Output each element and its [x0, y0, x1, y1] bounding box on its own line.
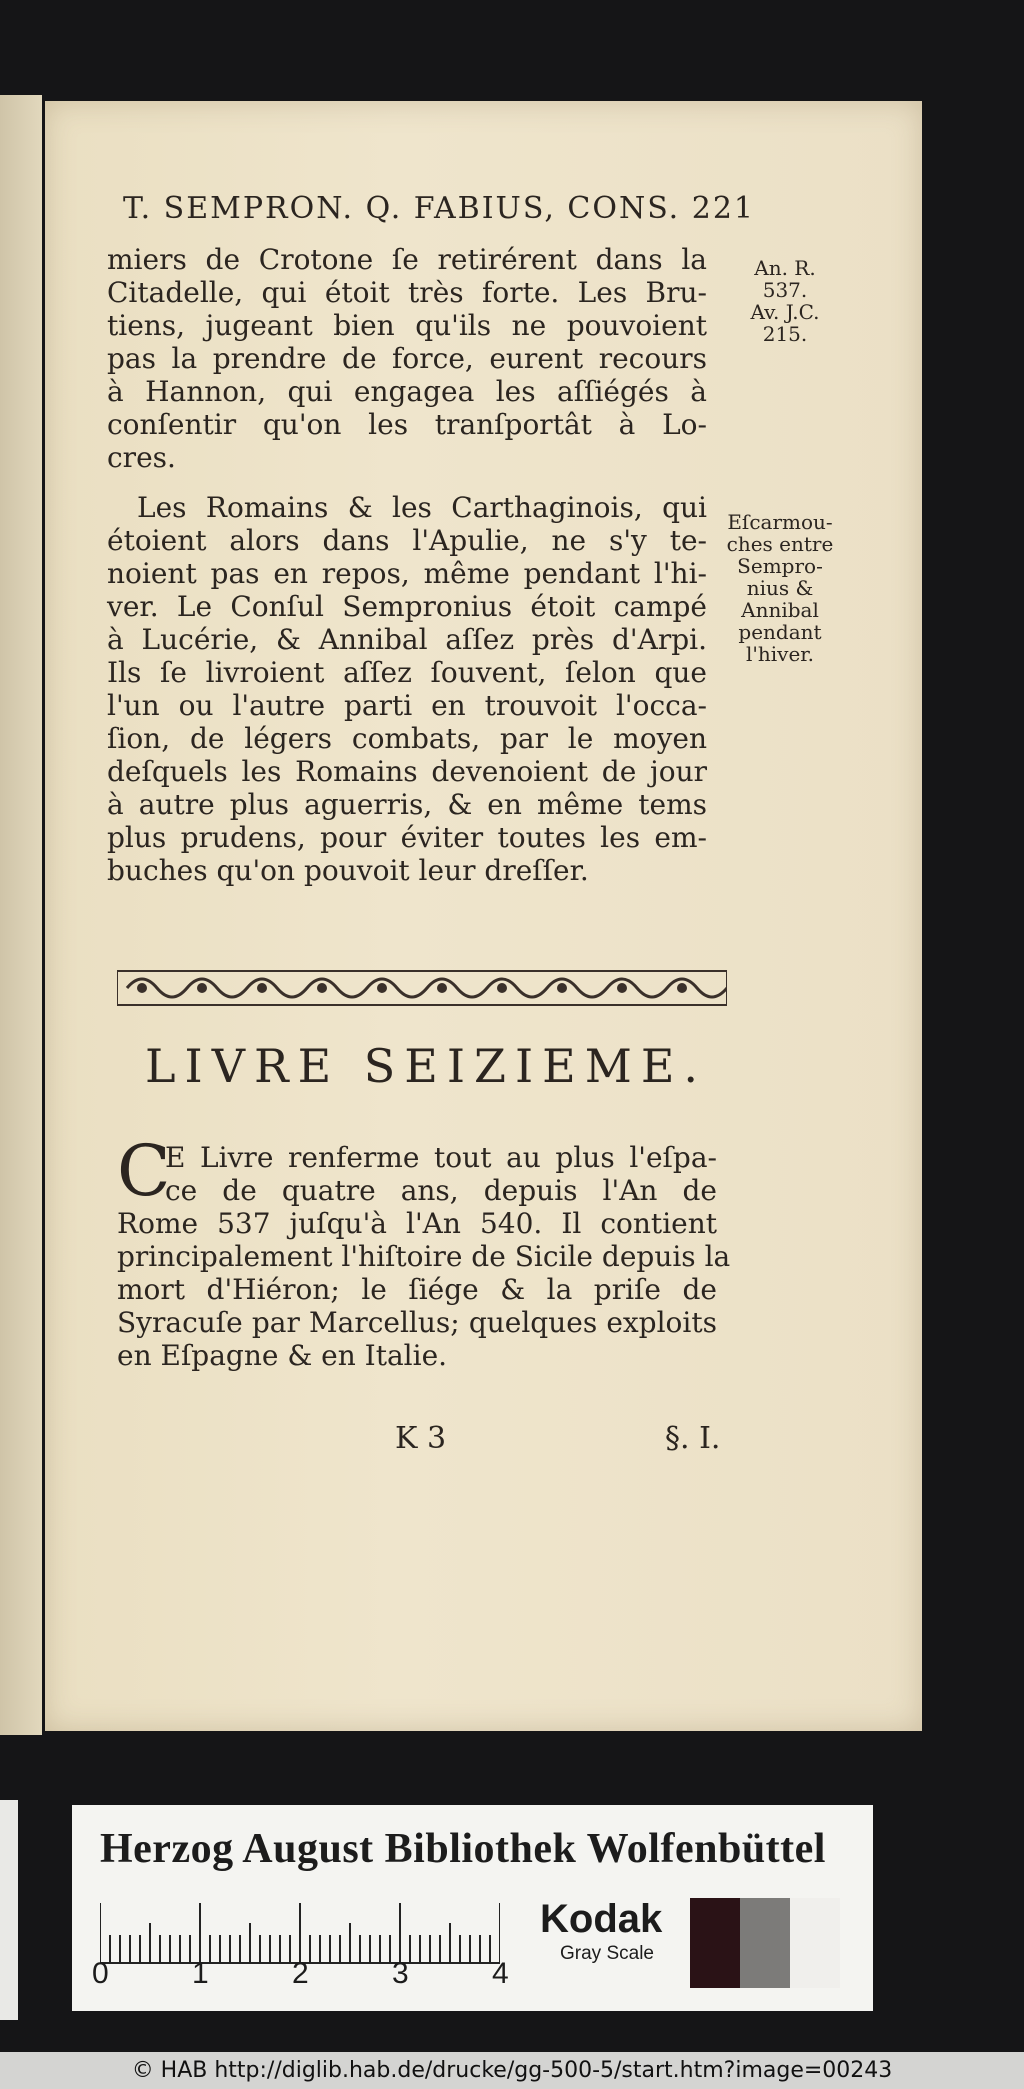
text-line: à Lucérie, & Annibal aſſez près d'Arpi.: [107, 623, 707, 656]
margin-line: nius &: [746, 576, 814, 600]
source-url-footer: © HAB http://diglib.hab.de/drucke/gg-500-5/start.htm?image=00243: [0, 2052, 1024, 2089]
text-line: Les Romains & les Carthaginois, qui: [137, 491, 707, 524]
margin-line: 537.: [762, 278, 808, 302]
scale-number: 2: [292, 1957, 309, 1990]
catchword: §. I.: [665, 1421, 721, 1456]
margin-note-year: [730, 257, 840, 345]
text-line: pas la prendre de force, eurent recours: [107, 342, 707, 375]
text-line: à Hannon, qui engagea les aſſiégés à: [107, 375, 707, 408]
gray-patch-mid: [740, 1898, 790, 1988]
text-line: buches qu'on pouvoit leur dreſſer.: [107, 854, 589, 887]
margin-line: Sempro-: [737, 554, 823, 578]
text-line: ce de quatre ans, depuis l'An de: [165, 1174, 717, 1207]
text-line: l'un ou l'autre parti en trouvoit l'occa-: [107, 689, 707, 722]
margin-line: Eſcarmou-: [727, 510, 833, 534]
text-line: ver. Le Conſul Sempronius étoit campé: [107, 590, 707, 623]
text-line: plus prudens, pour éviter toutes les em-: [107, 821, 707, 854]
text-line: Ils ſe livroient aſſez ſouvent, ſelon que: [107, 656, 707, 689]
text-line: cres.: [107, 441, 176, 474]
text-line: tiens, jugeant bien qu'ils ne pouvoient: [107, 309, 707, 342]
text-line: ſion, de légers combats, par le moyen: [107, 722, 707, 755]
text-line: à autre plus aguerris, & en même tems: [107, 788, 707, 821]
ornament-band: [117, 963, 727, 1013]
signature-mark: K 3: [395, 1421, 447, 1456]
text-line: Rome 537 juſqu'à l'An 540. Il contient: [117, 1207, 717, 1240]
paragraph-1: [107, 243, 707, 474]
scale-number: 4: [492, 1957, 509, 1990]
text-line: Syracuſe par Marcellus; quelques exploits: [117, 1306, 717, 1339]
gray-patch-light: [790, 1898, 840, 1988]
kodak-logo-text: Kodak: [540, 1897, 663, 1941]
book-title: LIVRE SEIZIEME.: [145, 1039, 708, 1093]
margin-line: pendant: [738, 620, 822, 644]
running-header: T. SEMPRON. Q. FABIUS, CONS. 221: [123, 191, 756, 226]
adjacent-card-edge: [0, 1800, 18, 2020]
scale-number: 3: [392, 1957, 409, 1990]
paragraph-2: [107, 491, 707, 887]
book-page: [45, 101, 922, 1731]
text-line: Citadelle, qui étoit très forte. Les Bru-: [107, 276, 707, 309]
scale-number: 0: [92, 1957, 109, 1990]
adjacent-page-edge: [0, 95, 42, 1735]
text-line: étoient alors dans l'Apulie, ne s'y te-: [107, 524, 707, 557]
text-line: principalement l'hiſtoire de Sicile depuis la: [117, 1240, 731, 1273]
margin-line: Av. J.C.: [750, 300, 820, 324]
text-line: miers de Crotone ſe retirérent dans la: [107, 243, 707, 276]
text-line: E Livre renferme tout au plus l'eſpa-: [165, 1141, 717, 1174]
margin-line: 215.: [762, 322, 808, 346]
margin-line: ches entre: [726, 532, 834, 556]
text-line: conſentir qu'on les tranſportât à Lo-: [107, 408, 707, 441]
text-line: en Eſpagne & en Italie.: [117, 1339, 448, 1372]
text-line: mort d'Hiéron; le ſiége & la priſe de: [117, 1273, 717, 1306]
text-line: deſquels les Romains devenoient de jour: [107, 755, 707, 788]
text-line: noient pas en repos, même pendant l'hi-: [107, 557, 707, 590]
margin-line: l'hiver.: [745, 642, 815, 666]
margin-line: Annibal: [741, 598, 819, 622]
margin-line: An. R.: [754, 256, 816, 280]
margin-note-skirmishes: [725, 511, 835, 665]
paragraph-3: [117, 1141, 731, 1372]
gray-scale-label: Gray Scale: [560, 1943, 654, 1964]
gray-patch-dark: [690, 1898, 740, 1988]
color-calibration-card: [72, 1805, 873, 2011]
library-name: Herzog August Bibliothek Wolfenbüttel: [100, 1826, 826, 1872]
drop-cap: C: [117, 1130, 171, 1212]
scale-number: 1: [192, 1957, 209, 1990]
